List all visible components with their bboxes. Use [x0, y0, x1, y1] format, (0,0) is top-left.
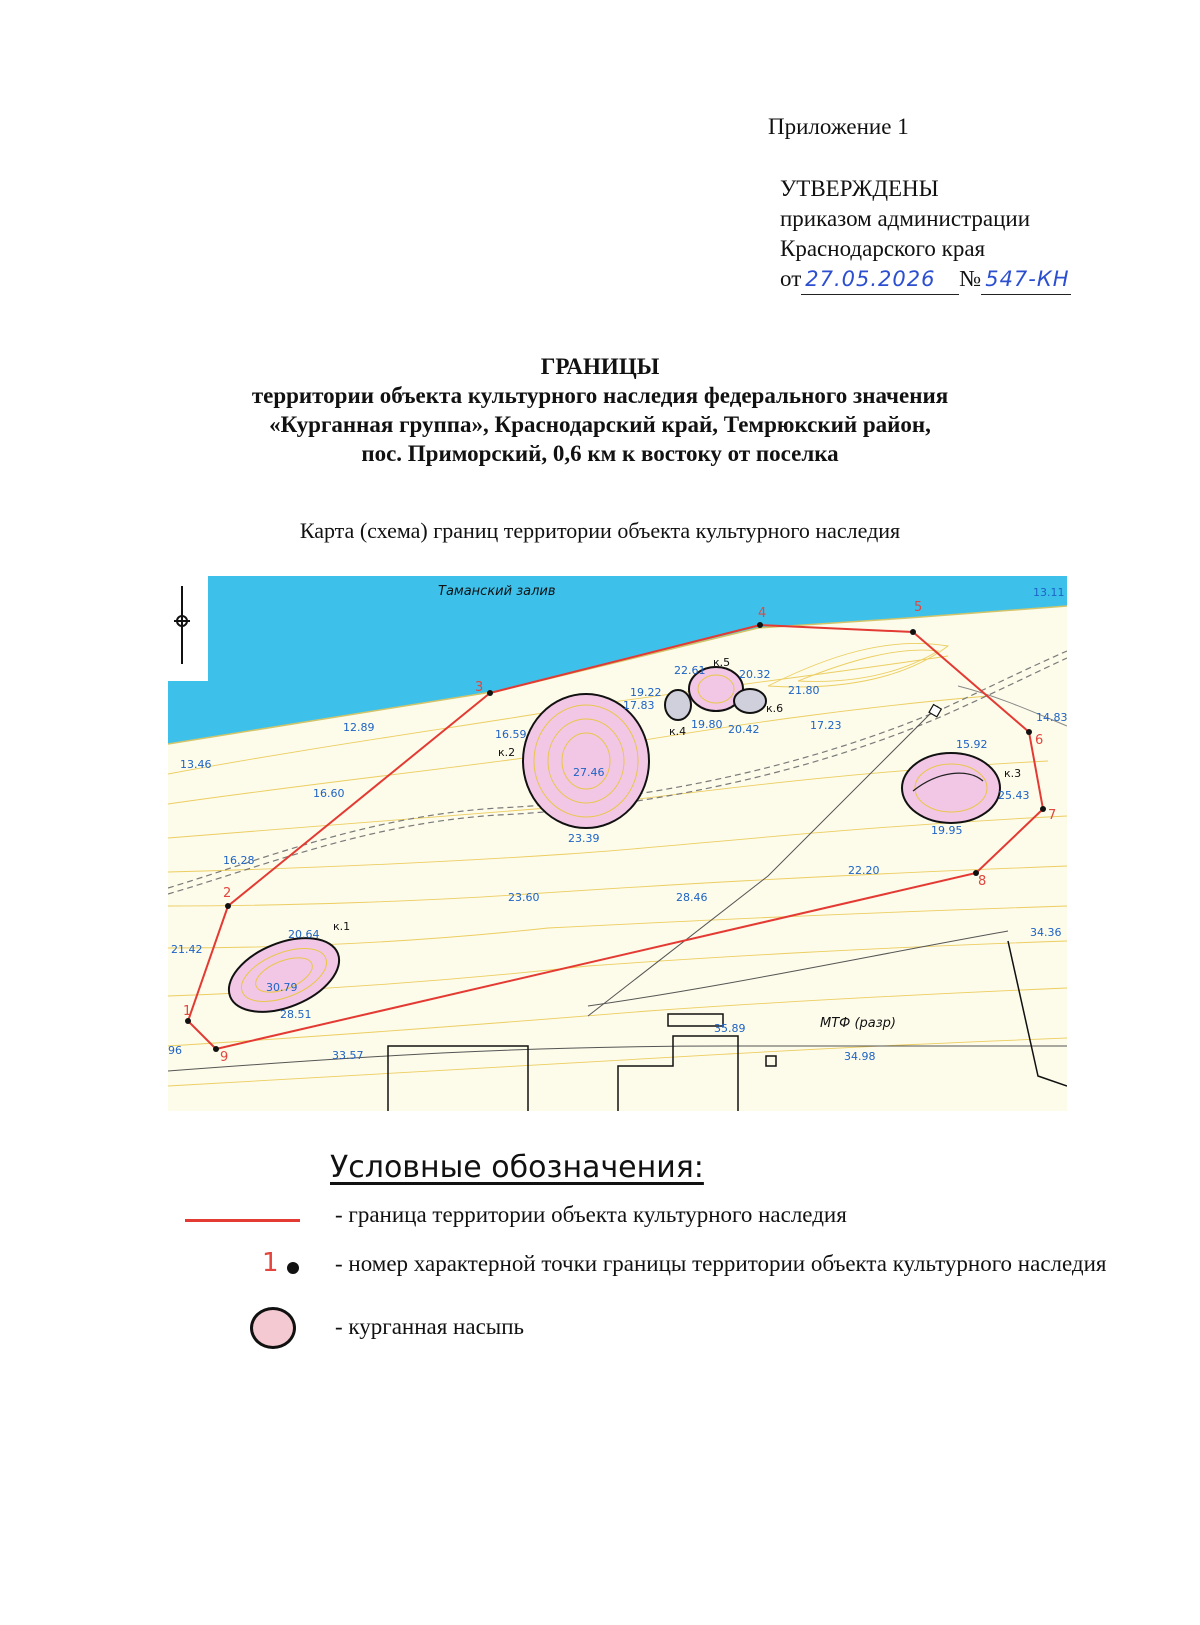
- point-5: 5: [914, 600, 923, 615]
- elev-22-61: 22.61: [674, 664, 706, 677]
- elev-28-46: 28.46: [676, 891, 708, 904]
- elev-17-83: 17.83: [623, 699, 655, 712]
- elev-16-28: 16.28: [223, 854, 255, 867]
- elev-33-57: 33.57: [332, 1049, 364, 1062]
- order-date: 27.05.2026: [801, 264, 959, 295]
- appendix-label: Приложение 1: [768, 114, 909, 139]
- point-2: 2: [223, 886, 232, 901]
- date-prefix: от: [780, 266, 802, 291]
- mound-label-k6: к.6: [766, 702, 784, 715]
- legend-mound-swatch-icon: [250, 1307, 296, 1349]
- territory-map: [168, 576, 1067, 1111]
- mound-label-k1: к.1: [333, 920, 351, 933]
- legend-point-number: 1: [262, 1248, 279, 1278]
- mound-label-k3: к.3: [1004, 767, 1022, 780]
- elev-34-36: 34.36: [1030, 926, 1062, 939]
- elev-16-59: 16.59: [495, 728, 527, 741]
- elev-30-79: 30.79: [266, 981, 298, 994]
- legend-point-dot-icon: [287, 1262, 299, 1274]
- mound-label-k5: к.5: [713, 656, 731, 669]
- map-graphics: [168, 576, 1067, 1111]
- order-line-1: приказом администрации: [780, 206, 1031, 231]
- elev-21-80: 21.80: [788, 684, 820, 697]
- farm-label: МТФ (разр): [820, 1016, 897, 1031]
- point-3: 3: [475, 680, 484, 695]
- map-caption: Карта (схема) границ территории объекта культурного наследия: [299, 518, 901, 543]
- elev-27-46: 27.46: [573, 766, 605, 779]
- elev-19-22: 19.22: [630, 686, 662, 699]
- water-label: Таманский залив: [438, 584, 556, 599]
- elev-12-89: 12.89: [343, 721, 375, 734]
- title-line-4: пос. Приморский, 0,6 км к востоку от поселка: [361, 441, 839, 466]
- elev-17-23: 17.23: [810, 719, 842, 732]
- elev-20-64: 20.64: [288, 928, 320, 941]
- point-6: 6: [1035, 733, 1044, 748]
- elev-34-98: 34.98: [844, 1050, 876, 1063]
- approval-block: [780, 174, 1071, 295]
- elev-23-60: 23.60: [508, 891, 540, 904]
- legend-boundary-swatch: [185, 1219, 300, 1222]
- point-1: 1: [183, 1004, 192, 1019]
- elev-16-60: 16.60: [313, 787, 345, 800]
- legend-point-text: - номер характерной точки границы территории объекта культурного наследия: [335, 1251, 1107, 1276]
- approved-label: УТВЕРЖДЕНЫ: [780, 176, 939, 201]
- title-line-3: «Курганная группа», Краснодарский край, Темрюкский район,: [269, 412, 931, 437]
- elev-13-11: 13.11: [1033, 586, 1065, 599]
- elev-25-43: 25.43: [998, 789, 1030, 802]
- elev-13-46: 13.46: [180, 758, 212, 771]
- elev-19-80: 19.80: [691, 718, 723, 731]
- elev-20-42: 20.42: [728, 723, 760, 736]
- elev-28-51: 28.51: [280, 1008, 312, 1021]
- mound-k2: [523, 694, 649, 828]
- document-title: [0, 352, 1200, 468]
- water-pipe: [588, 931, 1008, 1006]
- legend-title: Условные обозначения:: [330, 1150, 704, 1185]
- elev-35-89: 35.89: [714, 1022, 746, 1035]
- elev-21-42: 21.42: [171, 943, 203, 956]
- point-7: 7: [1048, 808, 1057, 823]
- elev-23-39: 23.39: [568, 832, 600, 845]
- elev-15-92: 15.92: [956, 738, 988, 751]
- mound-label-k2: к.2: [498, 746, 516, 759]
- order-line-2: Краснодарского края: [780, 236, 986, 261]
- north-strip: [168, 576, 208, 681]
- elev-20-32: 20.32: [739, 668, 771, 681]
- map-small-square-icon: [929, 705, 941, 717]
- title-line-2: территории объекта культурного наследия федерального значения: [251, 383, 949, 408]
- elev-22-20: 22.20: [848, 864, 880, 877]
- mound-fills: [218, 667, 1000, 1026]
- order-date-line: [780, 264, 1071, 295]
- title-line-1: ГРАНИЦЫ: [540, 354, 660, 379]
- point-9: 9: [220, 1050, 229, 1065]
- mound-k6: [734, 689, 766, 713]
- mound-k4: [665, 690, 691, 720]
- point-4: 4: [758, 606, 767, 621]
- order-number: 547-КН: [981, 264, 1071, 295]
- number-sign: №: [959, 266, 982, 291]
- point-8: 8: [978, 874, 987, 889]
- elev-96: 96: [168, 1044, 182, 1057]
- elev-19-95: 19.95: [931, 824, 963, 837]
- legend-mound-text: - курганная насыпь: [335, 1314, 525, 1339]
- legend-boundary-text: - граница территории объекта культурного наследия: [335, 1202, 847, 1227]
- mound-label-k4: к.4: [669, 725, 687, 738]
- elev-14-83: 14.83: [1036, 711, 1067, 724]
